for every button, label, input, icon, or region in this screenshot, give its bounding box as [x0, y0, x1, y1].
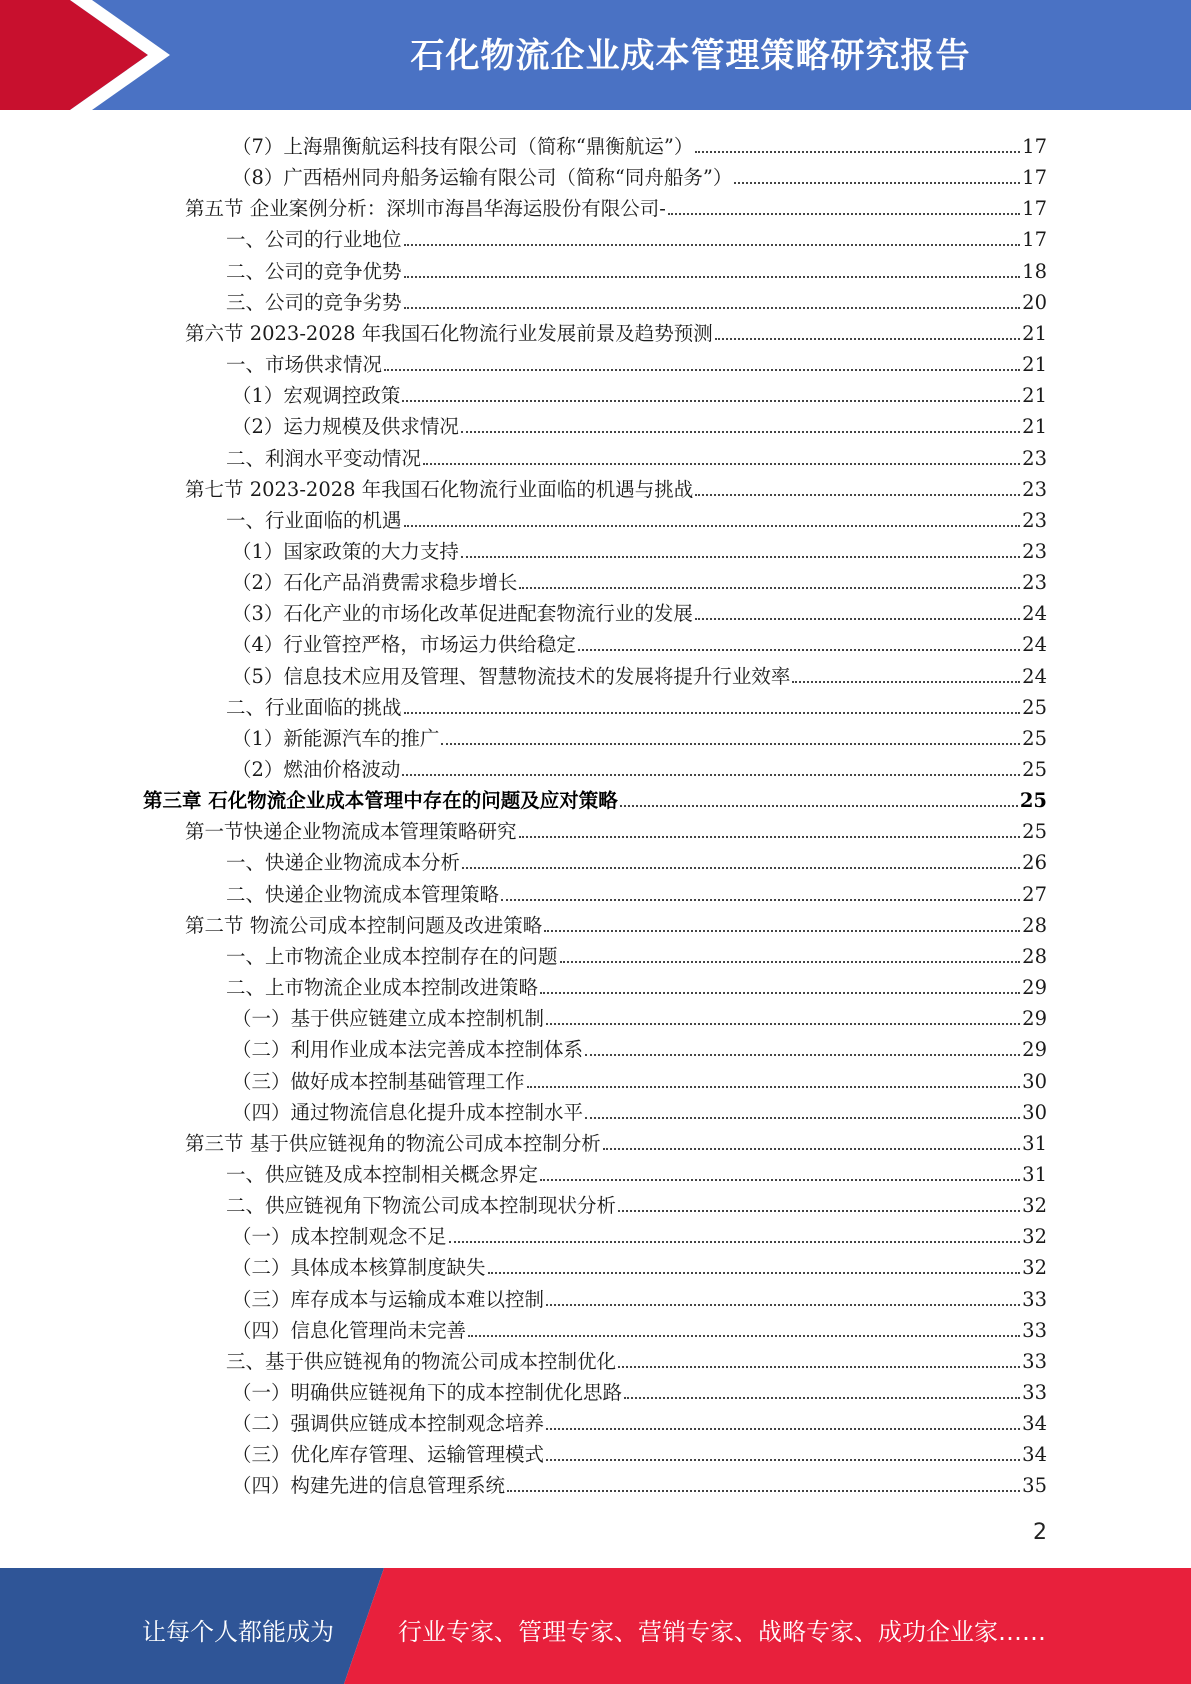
toc-dot-leader [402, 400, 1020, 402]
toc-dot-leader [404, 244, 1021, 246]
toc-entry-page: 17 [1022, 166, 1047, 190]
toc-entry[interactable] [232, 1030, 1047, 1061]
toc-entry-page: 34 [1022, 1443, 1047, 1467]
toc-entry[interactable] [232, 1248, 1047, 1279]
toc-dot-leader [461, 431, 1020, 433]
toc-entry[interactable] [232, 376, 1047, 407]
toc-entry-page: 23 [1022, 508, 1047, 532]
report-title: 石化物流企业成本管理策略研究报告 [410, 36, 971, 76]
toc-entry-page: 29 [1022, 976, 1047, 1000]
toc-entry-label: （一）明确供应链视角下的成本控制优化思路 [232, 1381, 623, 1404]
toc-dot-leader [488, 1272, 1021, 1274]
toc-entry-page: 33 [1022, 1349, 1047, 1373]
toc-entry[interactable] [226, 1342, 1047, 1373]
toc-entry[interactable] [232, 1217, 1047, 1248]
toc-entry[interactable] [185, 906, 1047, 937]
toc-dot-leader [461, 556, 1020, 558]
toc-entry-label: （一）基于供应链建立成本控制机制 [232, 1007, 545, 1031]
footer-slogan-right: 行业专家、管理专家、营销专家、战略专家、成功企业家…… [398, 1618, 1046, 1646]
page-footer [0, 1568, 1191, 1684]
toc-entry-label: （三）库存成本与运输成本难以控制 [232, 1287, 545, 1311]
toc-entry-page: 32 [1022, 1194, 1047, 1218]
toc-entry[interactable] [185, 189, 1047, 220]
toc-entry-page: 17 [1022, 228, 1047, 252]
toc-entry-label: （4）行业管控严格，市场运力供给稳定 [232, 633, 576, 657]
toc-entry-label: 一、快递企业物流成本分析 [226, 851, 461, 875]
toc-entry-label: （三）优化库存管理、运输管理模式 [232, 1443, 545, 1467]
toc-dot-leader [618, 1210, 1020, 1212]
toc-entry-page: 34 [1022, 1412, 1047, 1436]
toc-dot-leader [546, 1459, 1020, 1461]
toc-dot-leader [578, 649, 1020, 651]
toc-entry[interactable] [226, 252, 1047, 283]
toc-entry-label: 第三章 石化物流企业成本管理中存在的问题及应对策略 [143, 789, 618, 813]
toc-entry-page: 20 [1022, 290, 1047, 314]
toc-dot-leader [441, 743, 1020, 745]
toc-entry-label: 二、行业面临的挑战 [226, 695, 402, 719]
toc-entry-page: 24 [1022, 664, 1047, 688]
toc-entry[interactable] [226, 968, 1047, 999]
toc-entry-page: 24 [1022, 602, 1047, 626]
toc-entry[interactable] [226, 501, 1047, 532]
toc-entry-page: 25 [1022, 695, 1047, 719]
toc-dot-leader [519, 587, 1020, 589]
toc-entry-page: 23 [1022, 539, 1047, 563]
toc-entry-page: 23 [1022, 477, 1047, 501]
toc-entry-page: 25 [1022, 726, 1047, 750]
toc-entry-page: 25 [1019, 789, 1047, 813]
toc-dot-leader [462, 867, 1020, 869]
toc-entry-page: 25 [1022, 758, 1047, 781]
toc-dot-leader [585, 1117, 1020, 1119]
toc-dot-leader [585, 1054, 1020, 1056]
toc-entry-page: 25 [1022, 820, 1047, 844]
toc-dot-leader [618, 1366, 1020, 1368]
toc-entry-label: 三、公司的竞争劣势 [226, 290, 402, 314]
toc-entry-label: （四）通过物流信息化提升成本控制水平 [232, 1100, 584, 1124]
toc-dot-leader [715, 338, 1020, 340]
toc-dot-leader [792, 681, 1020, 683]
toc-entry-label: （7）上海鼎衡航运科技有限公司（简称“鼎衡航运”） [232, 135, 694, 158]
toc-dot-leader [546, 1023, 1020, 1025]
page-header [0, 0, 1191, 110]
toc-entry-label: 二、快递企业物流成本管理策略 [226, 882, 500, 906]
toc-entry[interactable] [232, 127, 1047, 158]
toc-dot-leader [507, 1490, 1020, 1492]
toc-entry-page: 21 [1022, 353, 1047, 377]
toc-dot-leader [620, 805, 1018, 807]
toc-entry-page: 32 [1022, 1256, 1047, 1280]
toc-entry[interactable] [226, 439, 1047, 470]
toc-entry-label: 二、供应链视角下物流公司成本控制现状分析 [226, 1194, 617, 1218]
toc-dot-leader [404, 307, 1021, 309]
toc-entry-page: 33 [1022, 1287, 1047, 1311]
toc-entry-label: 一、公司的行业地位 [226, 228, 402, 252]
toc-entry-label: （四）信息化管理尚未完善 [232, 1318, 467, 1342]
toc-entry-page: 33 [1022, 1381, 1047, 1404]
toc-entry-page: 23 [1022, 446, 1047, 470]
toc-dot-leader [695, 151, 1020, 153]
toc-entry-label: 二、公司的竞争优势 [226, 259, 402, 283]
toc-entry[interactable] [185, 1124, 1047, 1155]
toc-entry-label: （2）石化产品消费需求稳步增长 [232, 571, 518, 595]
toc-entry-label: （一）成本控制观念不足 [232, 1225, 447, 1249]
toc-dot-leader [540, 992, 1020, 994]
toc-entry-page: 31 [1022, 1162, 1047, 1186]
toc-dot-leader [404, 712, 1021, 714]
toc-entry-label: （2）燃油价格波动 [232, 758, 401, 781]
toc-entry-label: （二）具体成本核算制度缺失 [232, 1256, 486, 1280]
toc-entry-page: 23 [1022, 571, 1047, 595]
toc-entry-label: 二、上市物流企业成本控制改进策略 [226, 976, 539, 1000]
toc-dot-leader [404, 276, 1021, 278]
toc-entry-page: 31 [1022, 1131, 1047, 1155]
toc-dot-leader [546, 1428, 1020, 1430]
toc-entry-page: 32 [1022, 1225, 1047, 1249]
toc-entry-label: （三）做好成本控制基础管理工作 [232, 1069, 525, 1093]
toc-entry[interactable] [232, 1404, 1047, 1435]
toc-entry-label: 第一节快递企业物流成本管理策略研究 [185, 820, 517, 844]
toc-entry[interactable] [232, 1466, 1047, 1497]
toc-dot-leader [501, 899, 1020, 901]
toc-entry-label: 一、市场供求情况 [226, 353, 383, 377]
toc-entry-page: 24 [1022, 633, 1047, 657]
toc-entry-label: （二）利用作业成本法完善成本控制体系 [232, 1038, 584, 1062]
toc-entry[interactable] [226, 937, 1047, 968]
toc-dot-leader [449, 1241, 1021, 1243]
toc-entry[interactable] [232, 1373, 1047, 1404]
toc-entry[interactable] [232, 1280, 1047, 1311]
toc-entry-page: 30 [1022, 1100, 1047, 1124]
toc-entry-page: 21 [1022, 415, 1047, 439]
toc-entry[interactable] [226, 688, 1047, 719]
toc-entry[interactable] [185, 314, 1047, 345]
toc-dot-leader [695, 494, 1020, 496]
toc-entry[interactable] [232, 657, 1047, 688]
toc-dot-leader [560, 961, 1021, 963]
toc-dot-leader [519, 836, 1021, 838]
toc-entry[interactable] [232, 158, 1047, 189]
toc-entry[interactable] [226, 875, 1047, 906]
toc-entry-page: 17 [1022, 135, 1047, 158]
toc-entry-label: 第五节 企业案例分析：深圳市海昌华海运股份有限公司- [185, 197, 666, 221]
toc-entry-page: 26 [1022, 851, 1047, 875]
toc-entry-page: 33 [1022, 1318, 1047, 1342]
toc-entry-label: 第二节 物流公司成本控制问题及改进策略 [185, 913, 543, 937]
toc-entry-page: 30 [1022, 1069, 1047, 1093]
toc-dot-leader [695, 618, 1020, 620]
toc-entry[interactable] [185, 470, 1047, 501]
toc-entry[interactable] [185, 812, 1047, 843]
toc-entry[interactable] [232, 1311, 1047, 1342]
toc-entry-page: 21 [1022, 321, 1047, 345]
toc-entry-label: （2）运力规模及供求情况 [232, 415, 459, 439]
toc-entry-label: 一、行业面临的机遇 [226, 508, 402, 532]
toc-entry[interactable] [232, 999, 1047, 1030]
toc-entry-label: 二、利润水平变动情况 [226, 446, 422, 470]
toc-entry-label: （5）信息技术应用及管理、智慧物流技术的发展将提升行业效率 [232, 664, 791, 688]
toc-entry-page: 21 [1022, 384, 1047, 408]
toc-entry-page: 27 [1022, 882, 1047, 906]
toc-dot-leader [402, 774, 1020, 776]
toc-entry[interactable] [232, 719, 1047, 750]
toc-entry-label: 三、基于供应链视角的物流公司成本控制优化 [226, 1349, 617, 1373]
toc-entry[interactable] [232, 1435, 1047, 1466]
toc-entry-label: （1）新能源汽车的推广 [232, 726, 440, 750]
toc-dot-leader [384, 369, 1020, 371]
toc-entry[interactable] [226, 345, 1047, 376]
toc-entry[interactable] [226, 283, 1047, 314]
toc-dot-leader [624, 1397, 1020, 1399]
toc-entry[interactable] [232, 1093, 1047, 1124]
toc-entry-page: 35 [1022, 1474, 1047, 1498]
toc-entry-page: 28 [1022, 944, 1047, 968]
toc-entry-label: （二）强调供应链成本控制观念培养 [232, 1412, 545, 1436]
toc-entry-label: （3）石化产业的市场化改革促进配套物流行业的发展 [232, 602, 693, 626]
toc-dot-leader [468, 1335, 1020, 1337]
toc-entry-label: （8）广西梧州同舟船务运输有限公司（简称“同舟船务”） [232, 166, 733, 190]
toc-entry-page: 17 [1022, 197, 1047, 221]
toc-entry-label: （四）构建先进的信息管理系统 [232, 1474, 506, 1498]
toc-entry[interactable] [232, 407, 1047, 438]
toc-dot-leader [546, 1304, 1020, 1306]
toc-entry[interactable] [226, 1186, 1047, 1217]
toc-dot-leader [540, 1179, 1020, 1181]
toc-entry-label: （1）宏观调控政策 [232, 384, 401, 408]
toc-dot-leader [404, 525, 1021, 527]
toc-dot-leader [603, 1148, 1020, 1150]
toc-entry[interactable] [226, 220, 1047, 251]
toc-entry-page: 29 [1022, 1007, 1047, 1031]
toc-entry[interactable] [232, 532, 1047, 563]
toc-entry[interactable] [226, 1155, 1047, 1186]
toc-entry[interactable] [226, 843, 1047, 874]
toc-dot-leader [527, 1086, 1021, 1088]
toc-entry[interactable] [232, 1062, 1047, 1093]
toc-entry-label: （1）国家政策的大力支持 [232, 539, 459, 563]
toc-entry[interactable] [232, 750, 1047, 781]
toc-dot-leader [734, 182, 1020, 184]
toc-entry-label: 一、供应链及成本控制相关概念界定 [226, 1162, 539, 1186]
toc-dot-leader [423, 463, 1020, 465]
toc-entry-page: 29 [1022, 1038, 1047, 1062]
toc-entry-label: 第七节 2023-2028 年我国石化物流行业面临的机遇与挑战 [185, 477, 694, 501]
toc-entry-page: 28 [1022, 913, 1047, 937]
toc-entry-label: 第三节 基于供应链视角的物流公司成本控制分析 [185, 1131, 601, 1155]
toc-entry[interactable] [232, 563, 1047, 594]
toc-dot-leader [544, 930, 1020, 932]
toc-entry[interactable] [143, 781, 1047, 812]
toc-entry[interactable] [232, 625, 1047, 656]
page-number: 2 [1033, 1520, 1047, 1545]
footer-slogan-left: 让每个人都能成为 [142, 1618, 334, 1646]
toc-entry-label: 一、上市物流企业成本控制存在的问题 [226, 944, 558, 968]
toc-entry-label: 第六节 2023-2028 年我国石化物流行业发展前景及趋势预测 [185, 321, 713, 345]
toc-entry-page: 18 [1022, 259, 1047, 283]
toc-entry[interactable] [232, 594, 1047, 625]
toc-dot-leader [668, 213, 1020, 215]
